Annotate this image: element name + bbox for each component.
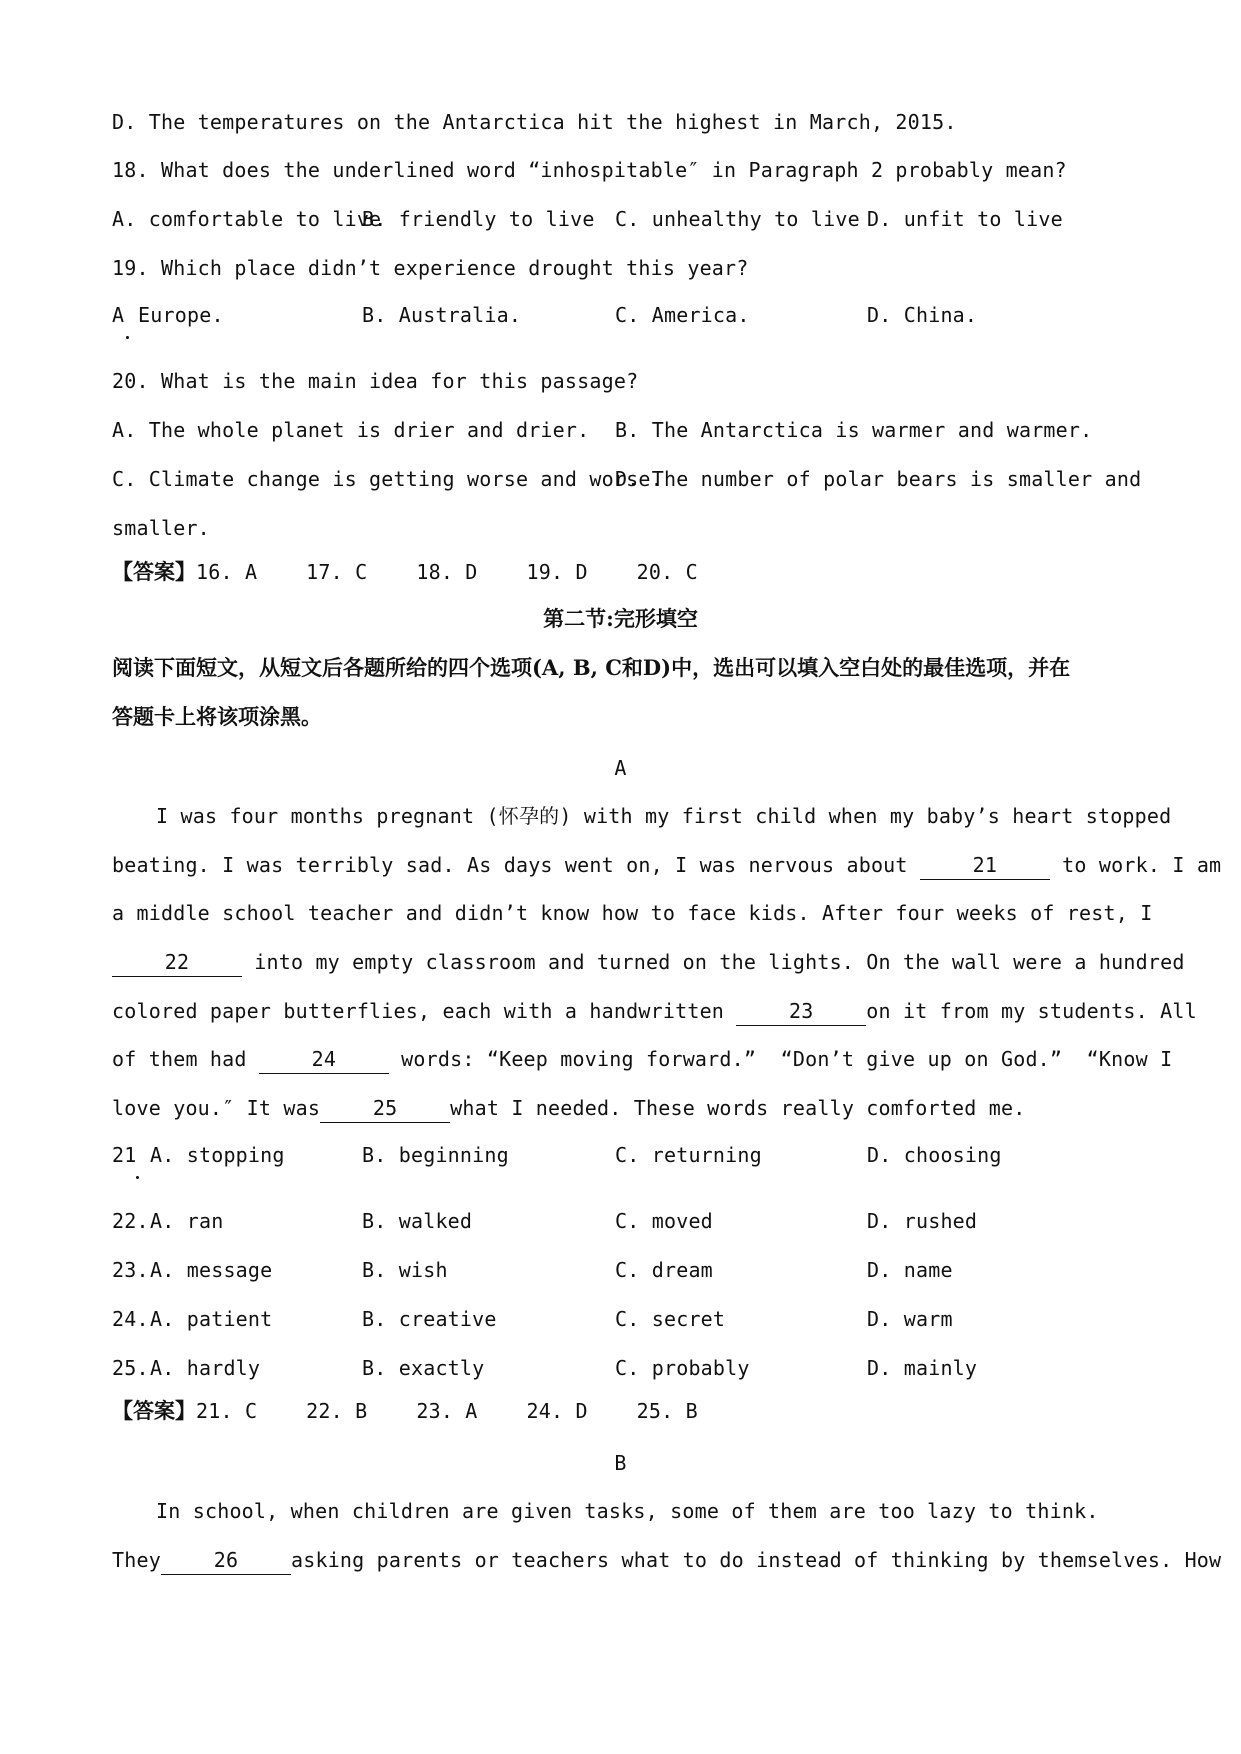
section-title: 第二节:完形填空	[543, 606, 698, 631]
passage-b-line-1: In school, when children are given tasks, some of them are too lazy to think.	[156, 1499, 1099, 1523]
blank-26: 26	[161, 1546, 291, 1575]
answer-items: 16. A 17. C 18. D 19. D 20. C	[196, 560, 698, 584]
q19-option-b: B. Australia.	[362, 303, 522, 327]
q18-option-d: D. unfit to live	[867, 207, 1063, 231]
stray-dot	[126, 336, 129, 339]
answer-label: 【答案】	[112, 559, 196, 584]
passage-a-heading: A	[614, 756, 627, 780]
q20-stem: 20. What is the main idea for this passage?	[112, 369, 639, 393]
q18-option-c: C. unhealthy to live	[615, 207, 860, 231]
q20-option-b: B. The Antarctica is warmer and warmer.	[615, 418, 1093, 442]
q20-option-c: C. Climate change is getting worse and worse.	[112, 467, 663, 491]
q19-option-a-letter: A	[112, 303, 125, 327]
q20-option-a: A. The whole planet is drier and drier.	[112, 418, 590, 442]
q19-stem: 19. Which place didn’t experience drought this year?	[112, 256, 749, 280]
answer-block-1	[112, 558, 698, 586]
passage-b-heading: B	[614, 1451, 627, 1475]
q20-option-d-continued: smaller.	[112, 516, 210, 540]
passage-a-line-7: love you.″ It was 25 what I needed. These words really comforted me.	[112, 1094, 1025, 1123]
passage-a-line-4: 22 into my empty classroom and turned on the lights. On the wall were a hundred	[112, 948, 1185, 977]
passage-a-line-6: of them had 24 words: “Keep moving forward.” “Don’t give up on God.” “Know I	[112, 1045, 1172, 1074]
passage-a-line-2: beating. I was terribly sad. As days went on, I was nervous about 21 to work. I am	[112, 851, 1221, 880]
passage-a-line-5: colored paper butterflies, each with a handwritten 23 on it from my students. All	[112, 997, 1197, 1026]
section-instruction-line-2: 答题卡上将该项涂黑。	[112, 704, 322, 729]
blank-22: 22	[112, 948, 242, 977]
stray-dot	[136, 1176, 139, 1179]
answer-items: 21. C 22. B 23. A 24. D 25. B	[196, 1399, 698, 1423]
passage-a-line-1: I was four months pregnant (怀孕的) with my first child when my baby’s heart stopped	[156, 804, 1172, 828]
passage-a-line-3: a middle school teacher and didn’t know how to face kids. After four weeks of rest, I	[112, 901, 1153, 925]
passage-b-line-2: They 26 asking parents or teachers what to do instead of thinking by themselves. How	[112, 1546, 1221, 1575]
q19-option-c: C. America.	[615, 303, 750, 327]
blank-25: 25	[320, 1094, 450, 1123]
answer-label: 【答案】	[112, 1398, 196, 1423]
q19-option-d: D. China.	[867, 303, 978, 327]
section-instruction-line-1: 阅读下面短文，从短文后各题所给的四个选项(A, B, C和D)中，选出可以填入空白处的最佳选项，并在	[112, 655, 1071, 680]
q19-option-a-text: Europe.	[138, 303, 224, 327]
blank-23: 23	[736, 997, 866, 1026]
blank-21: 21	[920, 851, 1050, 880]
answer-block-2	[112, 1397, 698, 1425]
document-page: D. The temperatures on the Antarctica hit the highest in March, 2015. 18. What does the underlined word “inhospitable″ in Paragraph 2 probably mean? A. comfortable to live B. friendly to live C. unhealthy to live D. unfit to live 19. Which place didn’t experience drought this year? A Europe. B. Australia. C. America. D. China. 20. What is the main idea for this passage? A. The whole planet is drier and drier. B. The Antarctica is warmer and warmer. C. Climate change is getting worse and worse. D. The number of polar bears is smaller and smaller. 【答案】16. A 17. C 18. D 19. D 20. C 第二节:完形填空 阅读下面短文，从短文后各题所给的四个选项(A, B, C和D)中，选出可以填入空白处的最佳选项，并在 答题卡上将该项涂黑。 A I was four months pregnant (怀孕的) with my first child when my baby’s heart stopped beating. I was terribly sad. As days went on, I was nervous about 21 to work. I am a middle school teacher and didn’t know how to face kids. After four weeks of rest, I 22 into my empty classroom and turned on the lights. On the wall were a hundred colored paper butterflies, each with a handwritten 23 on it from my students. All of them had 24 words: “Keep moving forward.” “Don’t give up on God.” “Know I love you.″ It was 25 what I needed. These words really comforted me. 21 A. stopping B. beginning C. returning D. choosing 22. A. ran B. walked C. moved D. rushed 23. A. message B. wish C. dream D. name 24. A. patient B. creative C. secret D. warm 25. A. hardly B. exactly C. probably D. mainly 【答案】21. C 22. B 23. A 24. D 25. B B In school, when children are given tasks, some of them are too lazy to think. They 26 asking parents or teachers what to do instead of thinking by themselves. How	[0, 0, 1241, 1754]
q18-option-a: A. comfortable to live	[112, 207, 382, 231]
q18-stem: 18. What does the underlined word “inhospitable″ in Paragraph 2 probably mean?	[112, 158, 1067, 182]
q20-option-d: D. The number of polar bears is smaller and	[615, 467, 1142, 491]
q18-option-b: B. friendly to live	[362, 207, 595, 231]
q17-option-d: D. The temperatures on the Antarctica hit the highest in March, 2015.	[112, 110, 957, 134]
blank-24: 24	[259, 1045, 389, 1074]
